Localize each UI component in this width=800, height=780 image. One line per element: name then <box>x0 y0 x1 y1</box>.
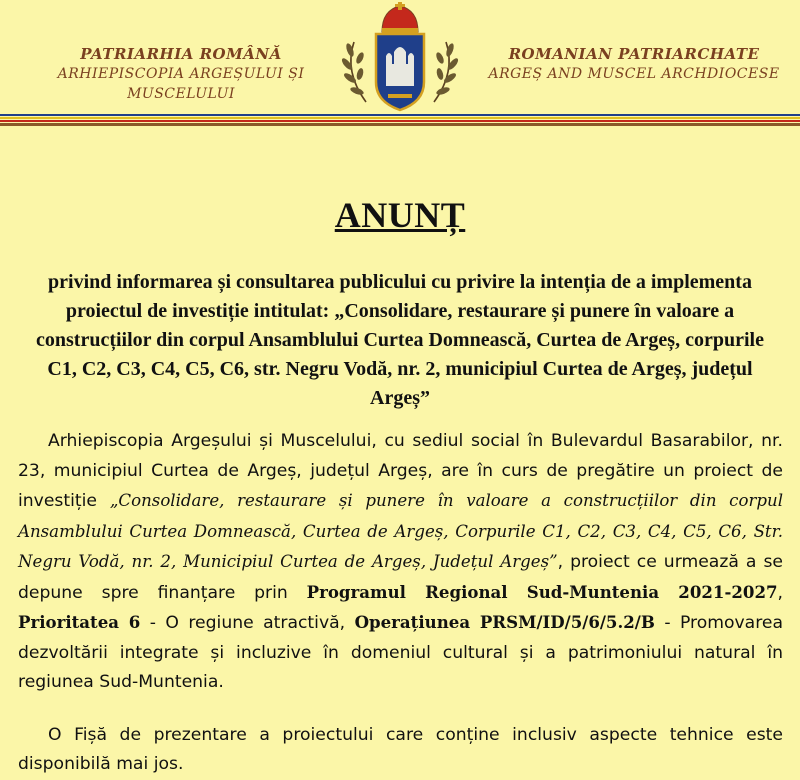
letterhead-left-line1: PATRIARHIA ROMÂNĂ <box>80 45 282 63</box>
operation-name: Operațiunea PRSM/ID/5/6/5.2/B <box>354 612 655 632</box>
letterhead-left <box>22 44 340 104</box>
letterhead-left-line2: ARHIEPISCOPIA ARGEȘULUI ȘI MUSCELULUI <box>57 66 305 102</box>
document-body <box>18 427 783 780</box>
coat-of-arms-icon <box>336 2 464 114</box>
paragraph-2: O Fișă de prezentare a proiectului care conține inclusiv aspecte tehnice este disponibilă mai jos. <box>18 724 783 774</box>
paragraph-1 <box>18 427 783 698</box>
priority-name: Prioritatea 6 <box>18 612 141 632</box>
letterhead-right-line2: ARGEȘ AND MUSCEL ARCHDIOCESE <box>488 66 780 82</box>
program-name: Programul Regional Sud-Muntenia 2021-2027 <box>306 581 778 602</box>
paragraph-1-text: , proiect ce urmează a se depune spre finanțare prin <box>18 552 783 603</box>
document-subtitle: privind informarea și consultarea publicului cu privire la intenția de a implementa proiectul de investiție intitulat: „Consolidare, restaurare și punere în valoare a construcțiilor din corpul Ansamblului Curtea Domnească, Curtea de Argeș, corpurile C1, C2, C3, C4, C5, C6, str. Negru Vodă, nr. 2, municipiul Curtea de Argeș, județul Argeș” <box>36 271 764 409</box>
letterhead-right-line1: ROMANIAN PATRIARCHATE <box>508 45 760 63</box>
document-title: ANUNȚ <box>334 195 466 235</box>
letterhead-divider <box>0 114 800 128</box>
paragraph-1-text: - O regiune atractivă, <box>140 613 355 633</box>
project-title: „Consolidare, restaurare și punere în valoare a construcțiilor din corpul Ansamblului Curtea Domnească, Curtea de Argeș, Corpurile C1, C2, C3, C4, C5, C6, Str. Negru Vodă, nr. 2, Municipiul Curtea de Argeș, Județul Argeș” <box>18 491 784 571</box>
paragraph-1-text: - Promovarea dezvoltării integrate și incluzive în domeniul cultural și a patrimoniului natural în regiunea Sud-Muntenia. <box>18 613 783 692</box>
letterhead <box>0 0 800 120</box>
letterhead-right <box>484 44 784 84</box>
paragraph-1-text: , <box>777 582 784 603</box>
paragraph-1-text: Arhiepiscopia Argeșului și Muscelului, cu sediul social în Bulevardul Basarabilor, nr. 23, municipiul Curtea de Argeș, județul Argeș, are în curs de pregătire un proiect de investiție <box>18 431 783 511</box>
